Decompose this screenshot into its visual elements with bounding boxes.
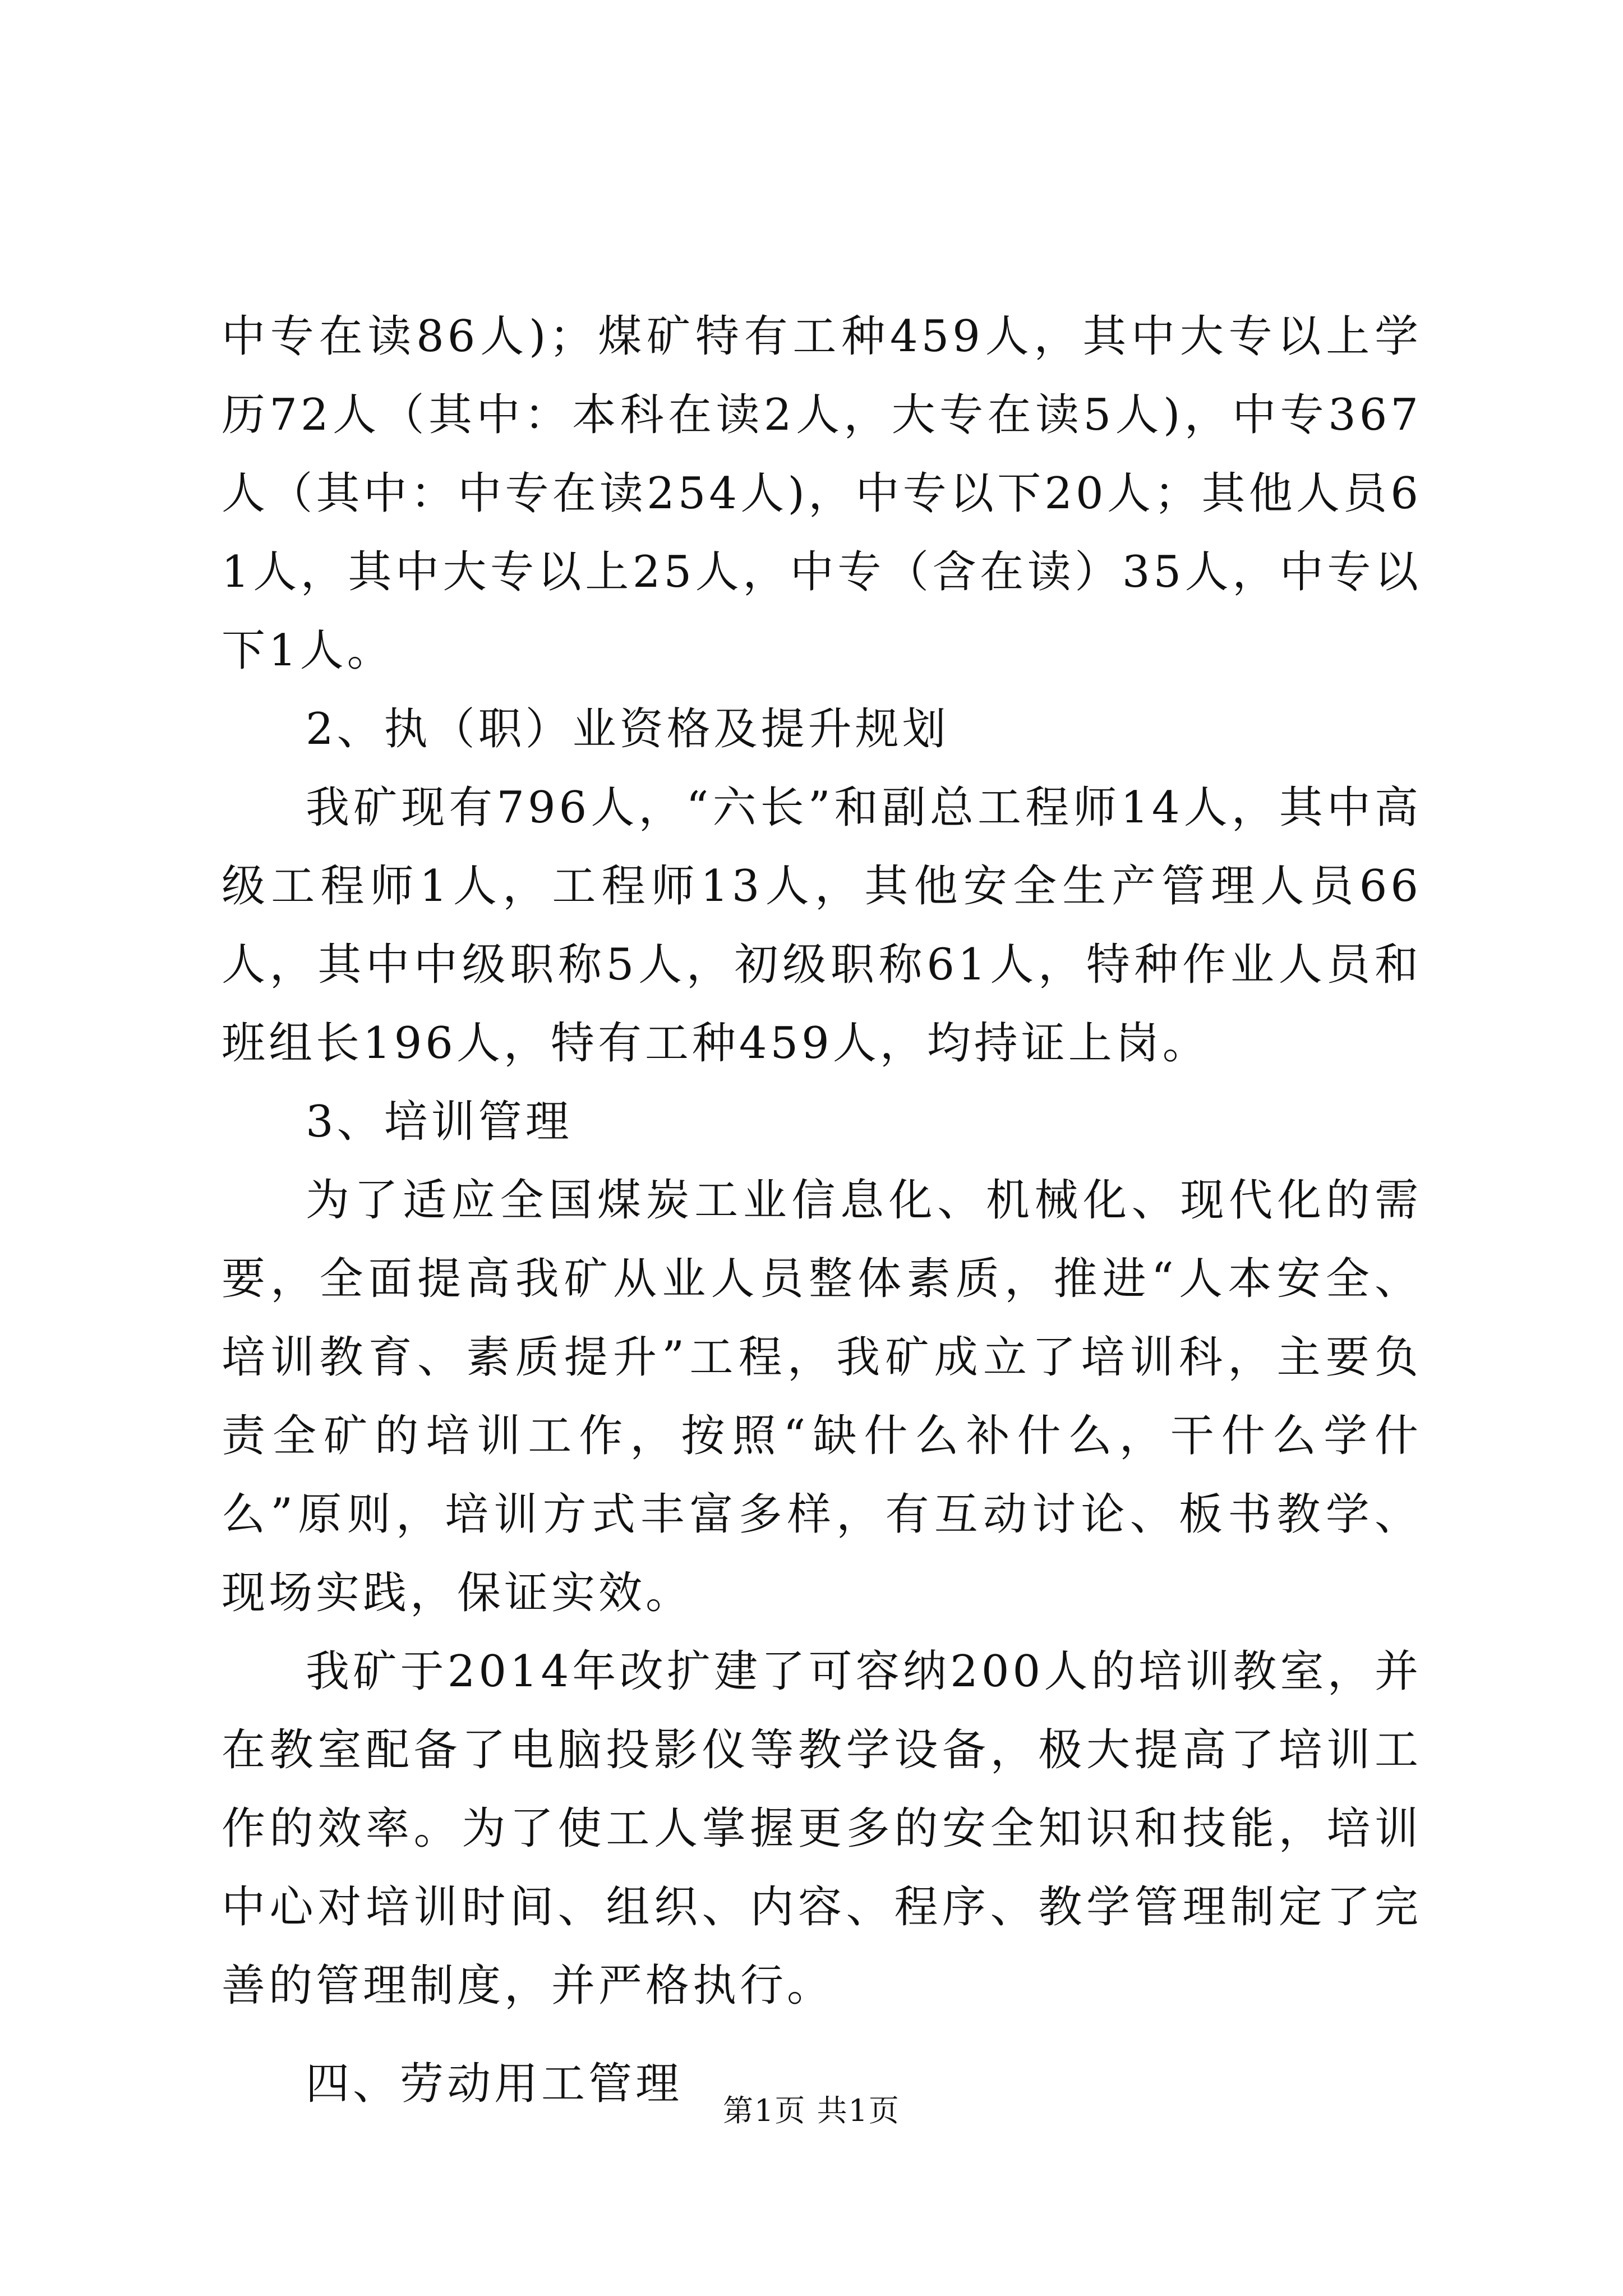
paragraph-training-facility: 我矿于2014年改扩建了可容纳200人的培训教室，并在教室配备了电脑投影仪等教学设备，极大提高了培训工作的效率。为了使工人掌握更多的安全知识和技能，培训中心对培训时间、组织、内容、程序、教学管理制定了完善的管理制度，并严格执行。 — [222, 1646, 1422, 2011]
document-body — [222, 297, 1422, 2123]
paragraph-training-purpose: 为了适应全国煤炭工业信息化、机械化、现代化的需要，全面提高我矿从业人员整体素质，推进“人本安全、培训教育、素质提升”工程，我矿成立了培训科，主要负责全矿的培训工作，按照“缺什么补什么，干什么学什么”原则，培训方式丰富多样，有互动讨论、板书教学、现场实践，保证实效。 — [222, 1175, 1422, 1618]
paragraph-qualification: 我矿现有796人，“六长”和副总工程师14人，其中高级工程师1人，工程师13人，其他安全生产管理人员66人，其中中级职称5人，初级职称61人，特种作业人员和班组长196人，特有工种459人，均持证上岗。 — [222, 783, 1422, 1069]
heading-labor-management: 四、劳动用工管理 — [306, 2059, 683, 2109]
heading-training: 3、培训管理 — [306, 1097, 573, 1147]
heading-qualification: 2、执（职）业资格及提升规划 — [306, 704, 949, 754]
page-footer: 第1页 共1页 — [723, 2093, 900, 2128]
paragraph-staff-education: 中专在读86人)；煤矿特有工种459人，其中大专以上学历72人（其中：本科在读2人，大专在读5人)，中专367人（其中：中专在读254人)，中专以下20人；其他人员61人，其中大专以上25人，中专（含在读）35人，中专以下1人。 — [222, 311, 1422, 676]
